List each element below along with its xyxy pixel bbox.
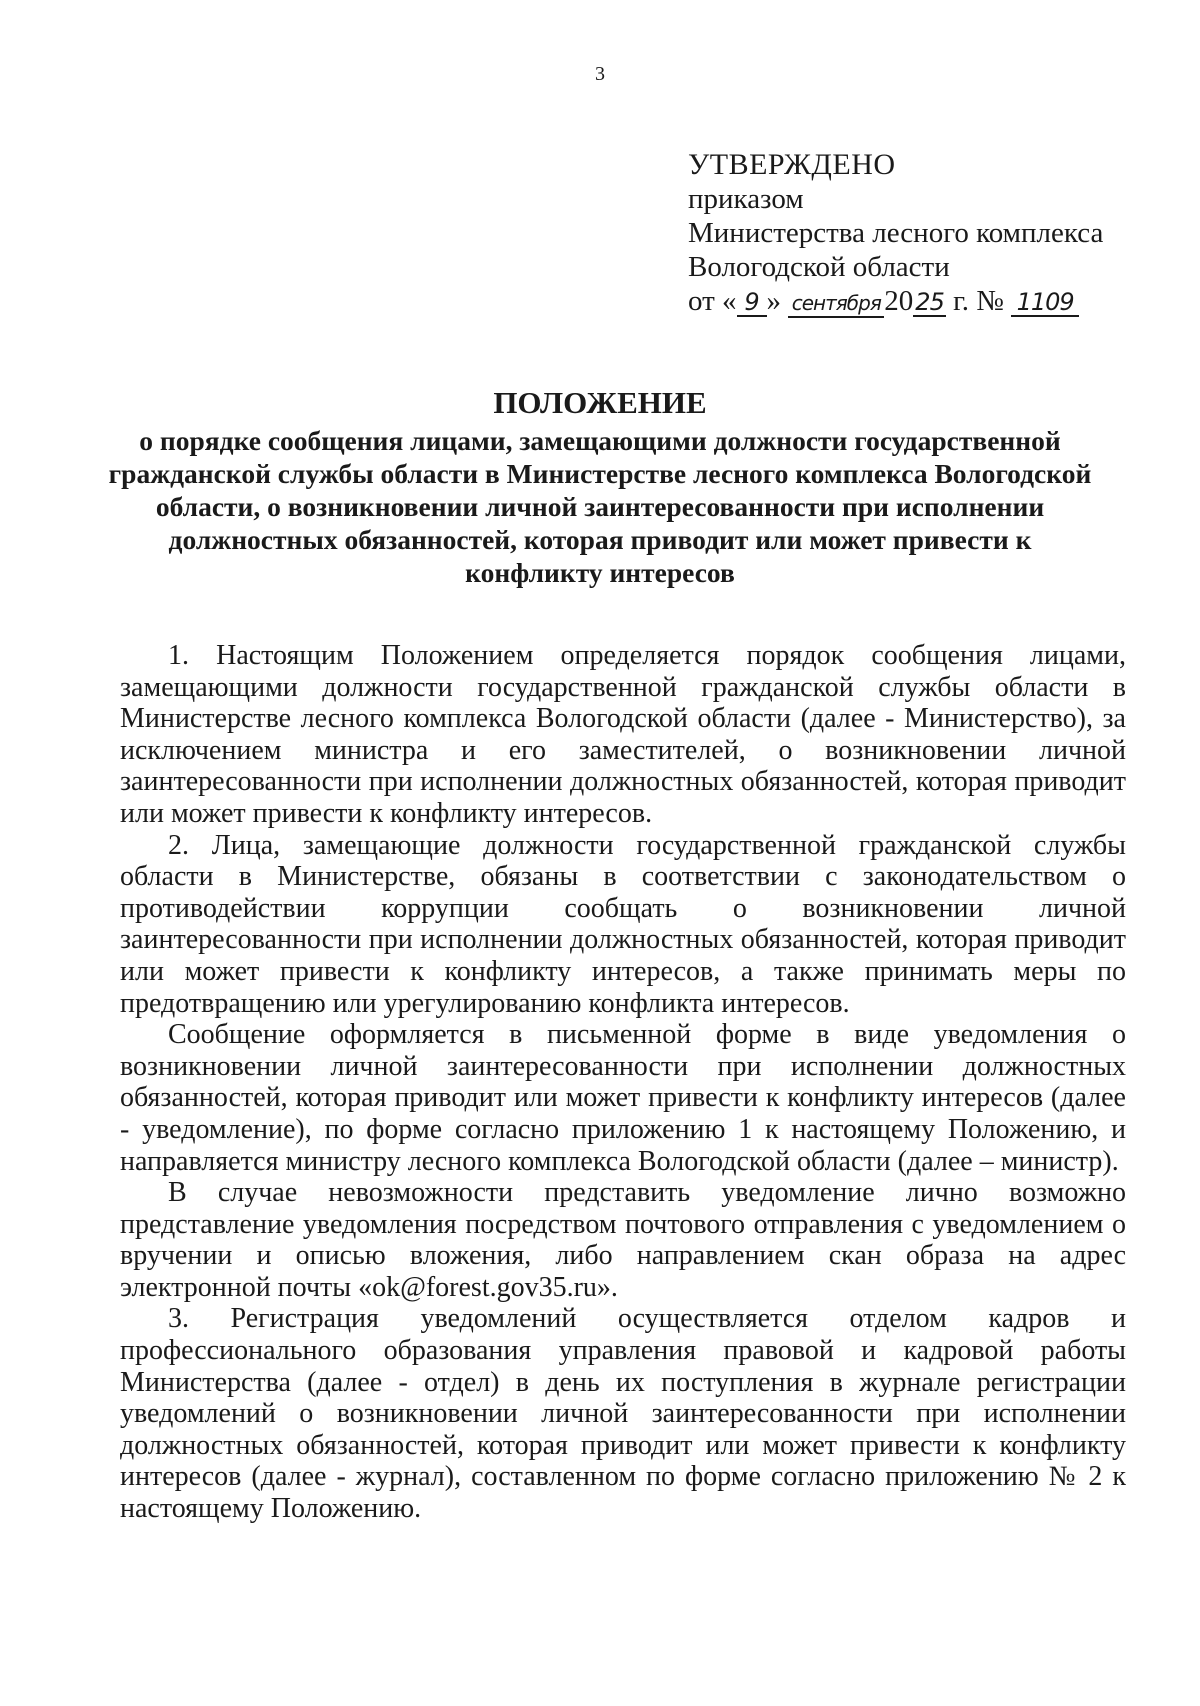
paragraph-2: 2. Лица, замещающие должности государственной гражданской службы области в Министерстве, обязаны в соответствии с законодательством о противодействии коррупции сообщать о возникновении личной заинтересованности при исполнении должностных обязанностей, которая приводит или может привести к конфликту интересов, а также принимать меры по предотвращению или урегулированию конфликта интересов.: [120, 829, 1126, 1019]
approval-block: [688, 148, 1103, 318]
date-prefix: от «: [688, 285, 737, 317]
approval-line-order: приказом: [688, 183, 804, 215]
page-number: 3: [595, 63, 605, 85]
paragraph-3: 3. Регистрация уведомлений осуществляется отделом кадров и профессионального образования управления правовой и кадровой работы Министерства (далее - отдел) в день их поступления в журнале регистрации уведомлений о возникновении личной заинтересованности при исполнении должностных обязанностей, которая приводит или может привести к конфликту интересов (далее - журнал), составленном по форме согласно приложению № 2 к настоящему Положению.: [120, 1303, 1126, 1525]
document-body: [120, 640, 1126, 1525]
handwritten-day: 9: [737, 289, 767, 317]
handwritten-order-number: 1109: [1011, 289, 1079, 317]
date-mid: »: [766, 285, 789, 317]
handwritten-year: 25: [915, 288, 944, 316]
date-year-tail: г. №: [945, 285, 1012, 317]
handwritten-month: сентября: [788, 290, 884, 318]
paragraph-1: 1. Настоящим Положением определяется порядок сообщения лицами, замещающими должности государственной гражданской службы области в Министерстве лесного комплекса Вологодской области (далее - Министерство), за исключением министра и его заместителей, о возникновении личной заинтересованности при исполнении должностных обязанностей, которая приводит или может привести к конфликту интересов.: [120, 640, 1126, 829]
paragraph-2-alternative: В случае невозможности представить уведомление лично возможно представление уведомления посредством почтового отправления с уведомлением о вручении и описью вложения, либо направлением скан образа на адрес электронной почты «ok@forest.gov35.ru».: [120, 1177, 1126, 1303]
approval-stamp-title: УТВЕРЖДЕНО: [688, 148, 896, 181]
document-heading: [60, 384, 1140, 589]
approval-line-ministry: Министерства лесного комплекса: [688, 217, 1104, 249]
approval-line-region: Вологодской области: [688, 251, 950, 283]
date-year-prefix: 20: [884, 285, 914, 317]
document-title: ПОЛОЖЕНИЕ: [493, 385, 707, 420]
paragraph-2-notice: Сообщение оформляется в письменной форме в виде уведомления о возникновении личной заинтересованности при исполнении должностных обязанностей, которая приводит или может привести к конфликту интересов (далее - уведомление), по форме согласно приложению 1 к настоящему Положению, и направляется министру лесного комплекса Вологодской области (далее – министр).: [120, 1019, 1126, 1177]
document-subtitle: о порядке сообщения лицами, замещающими должности государственной гражданской службы области в Министерстве лесного комплекса Вологодской области, о возникновении личной заинтересованности при исполнении должностных обязанностей, которая приводит или может привести к конфликту интересов: [108, 425, 1092, 588]
approval-date-line: [688, 284, 1103, 318]
